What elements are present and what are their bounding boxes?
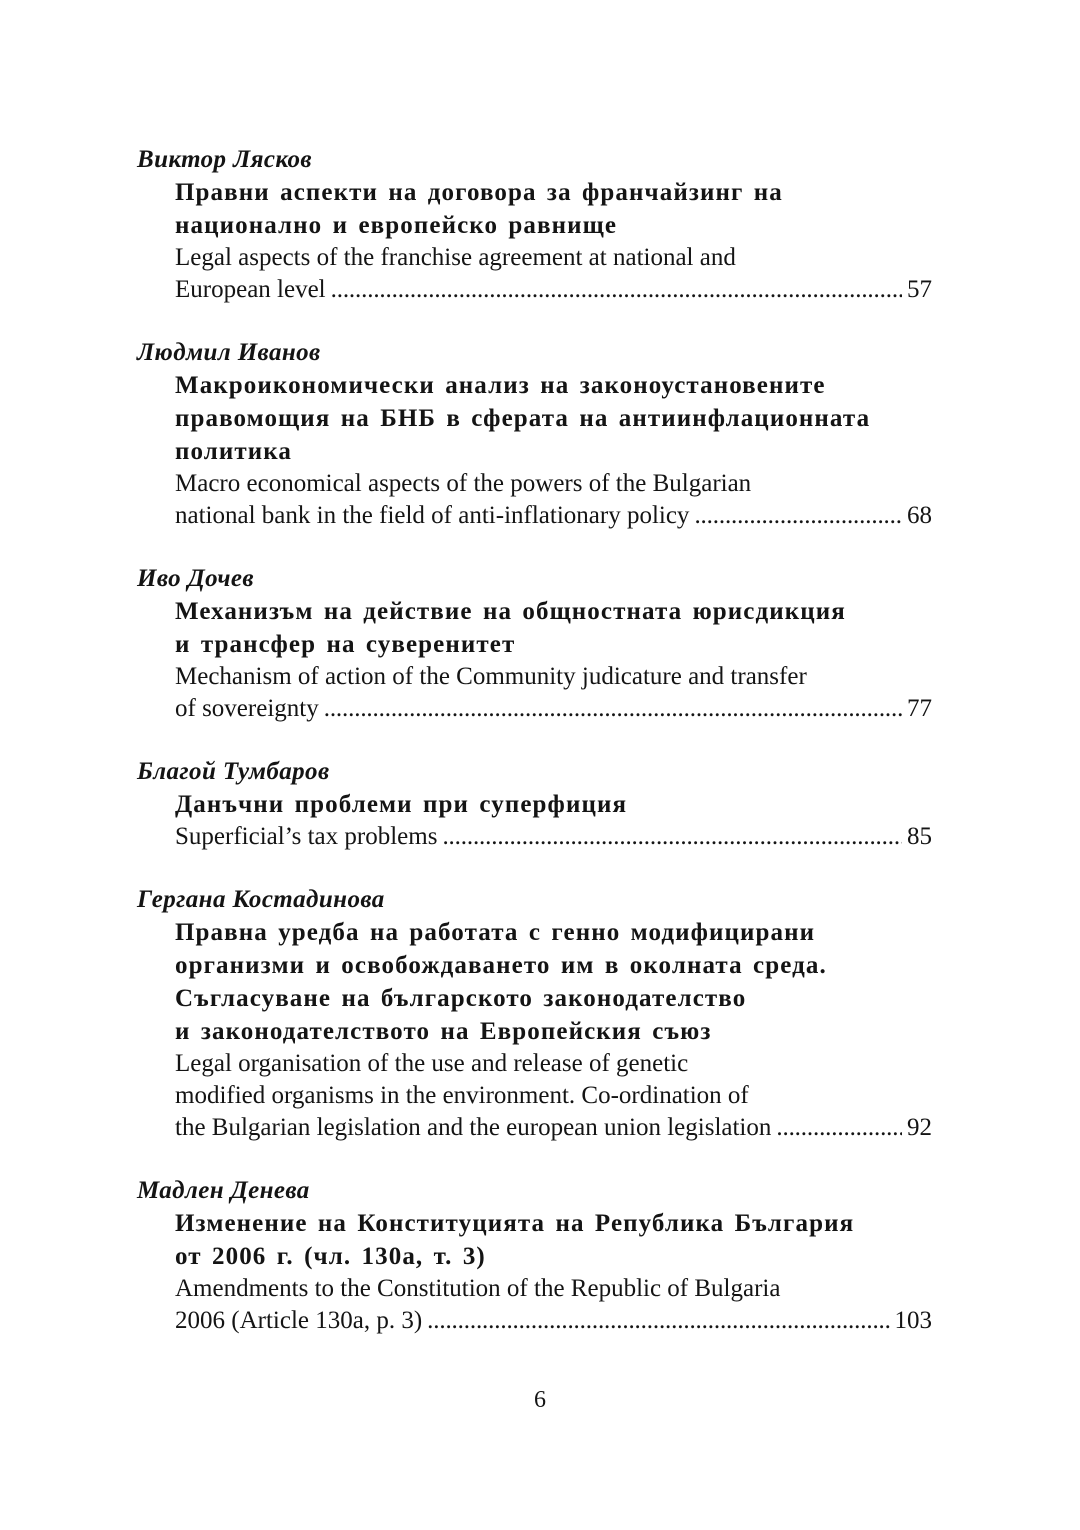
toc-line[interactable]: [175, 500, 932, 532]
dot-leader: [331, 274, 902, 306]
title-line: от 2006 г. (чл. 130а, т. 3): [175, 1243, 486, 1270]
entry-author: Виктор Лясков: [137, 146, 312, 173]
table-of-contents: [137, 143, 932, 1367]
title-line: Изменение на Конституцията на Република България: [175, 1210, 855, 1237]
entry-title-english: [175, 468, 932, 532]
toc-line[interactable]: [175, 693, 932, 725]
dot-leader: [776, 1112, 902, 1144]
title-line: и трансфер на суверенитет: [175, 631, 516, 658]
title-line: Mechanism of action of the Community judicature and transfer: [175, 663, 807, 690]
entry-title-bulgarian: [175, 176, 932, 242]
title-line: national bank in the field of anti-inflationary policy: [175, 502, 690, 529]
title-line: modified organisms in the environment. Co-ordination of: [175, 1082, 749, 1109]
entry-title-bulgarian: [175, 1207, 932, 1273]
title-line: Superficial’s tax problems: [175, 823, 438, 850]
title-line: Данъчни проблеми при суперфиция: [175, 791, 628, 818]
dot-leader: [324, 693, 902, 725]
title-line: 2006 (Article 130a, p. 3): [175, 1307, 423, 1334]
dot-leader: [694, 500, 902, 532]
page-reference: 92: [907, 1114, 932, 1141]
title-line: Макроикономически анализ на законоустановените: [175, 372, 826, 399]
entry-author: Людмил Иванов: [137, 339, 321, 366]
title-line: European level: [175, 276, 326, 303]
title-line: Legal organisation of the use and release of genetic: [175, 1050, 689, 1077]
page-reference: 85: [907, 823, 932, 850]
title-line: the Bulgarian legislation and the european union legislation: [175, 1114, 772, 1141]
entry-title-bulgarian: [175, 369, 932, 468]
entry-title-bulgarian: [175, 595, 932, 661]
entry-author: Благой Тумбаров: [137, 758, 330, 785]
toc-entry: [137, 1174, 932, 1337]
page-reference: 77: [907, 695, 932, 722]
title-line: Legal aspects of the franchise agreement at national and: [175, 244, 736, 271]
entry-title-english: [175, 1273, 932, 1337]
title-line: организми и освобождаването им в околната среда.: [175, 952, 827, 979]
title-line: Съгласуване на българското законодателство: [175, 985, 747, 1012]
title-line: Правна уредба на работата с генно модифицирани: [175, 919, 816, 946]
page-reference: 103: [894, 1307, 932, 1334]
title-line: политика: [175, 438, 293, 465]
title-line: Macro economical aspects of the powers of the Bulgarian: [175, 470, 752, 497]
title-line: и законодателството на Европейския съюз: [175, 1018, 712, 1045]
toc-line[interactable]: [175, 821, 932, 853]
entry-title-english: [175, 661, 932, 725]
toc-line[interactable]: [175, 1305, 932, 1337]
title-line: Правни аспекти на договора за франчайзинг на: [175, 179, 783, 206]
page-reference: 68: [907, 502, 932, 529]
toc-entry: [137, 336, 932, 532]
dot-leader: [427, 1305, 889, 1337]
toc-line[interactable]: [175, 1112, 932, 1144]
entry-title-english: [175, 242, 932, 306]
page-number: 6: [534, 1387, 546, 1413]
entry-author: Иво Дочев: [137, 565, 254, 592]
toc-entry: [137, 143, 932, 306]
dot-leader: [442, 821, 902, 853]
entry-author: Мадлен Денева: [137, 1177, 310, 1204]
toc-entry: [137, 883, 932, 1144]
title-line: правомощия на БНБ в сферата на антиинфлационната: [175, 405, 871, 432]
entry-title-bulgarian: [175, 788, 932, 821]
title-line: Amendments to the Constitution of the Republic of Bulgaria: [175, 1275, 781, 1302]
entry-title-english: [175, 821, 932, 853]
toc-entry: [137, 562, 932, 725]
page-reference: 57: [907, 276, 932, 303]
title-line: of sovereignty: [175, 695, 319, 722]
title-line: национално и европейско равнище: [175, 212, 618, 239]
entry-author: Гергана Костадинова: [137, 886, 385, 913]
entry-title-bulgarian: [175, 916, 932, 1048]
title-line: Механизъм на действие на общностната юрисдикция: [175, 598, 846, 625]
toc-entry: [137, 755, 932, 853]
entry-title-english: [175, 1048, 932, 1144]
toc-line[interactable]: [175, 274, 932, 306]
